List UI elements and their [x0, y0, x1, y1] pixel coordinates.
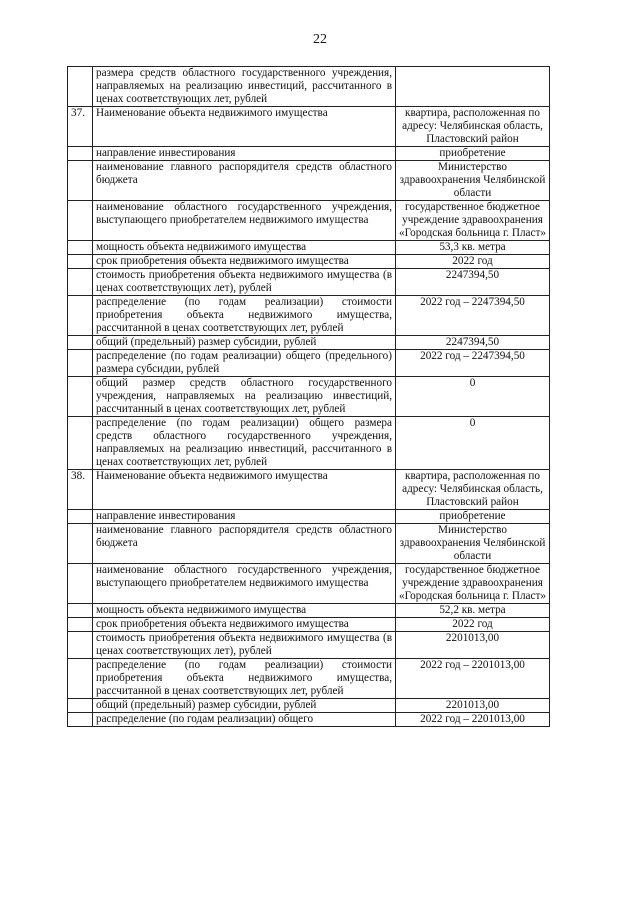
investment-objects-table [67, 66, 550, 727]
row-value-cell: 2022 год – 2247394,50 [396, 296, 550, 336]
row-value-cell: 2247394,50 [396, 269, 550, 296]
row-value-cell: Министерство здравоохранения Челябинской области [396, 524, 550, 564]
row-value-cell: 2022 год [396, 255, 550, 269]
row-label-cell: распределение (по годам реализации) стоимости приобретения объекта недвижимого имущества, рассчитанной в ценах соответствующих лет, рублей [93, 659, 396, 699]
row-label-cell: срок приобретения объекта недвижимого имущества [93, 255, 396, 269]
row-label-cell: наименование главного распорядителя средств областного бюджета [93, 524, 396, 564]
row-value-cell: 0 [396, 417, 550, 470]
row-value-cell: 2201013,00 [396, 632, 550, 659]
table-row [68, 377, 550, 417]
table-row [68, 67, 550, 107]
row-value-cell: 0 [396, 377, 550, 417]
row-value-cell [396, 67, 550, 107]
row-number-cell [68, 296, 93, 336]
row-number-cell [68, 713, 93, 727]
row-label-cell: наименование областного государственного учреждения, выступающего приобретателем недвижимого имущества [93, 564, 396, 604]
table-row [68, 269, 550, 296]
row-label-cell: распределение (по годам реализации) общего [93, 713, 396, 727]
row-number-cell [68, 161, 93, 201]
row-label-cell: Наименование объекта недвижимого имущества [93, 107, 396, 147]
table-row [68, 336, 550, 350]
row-number-cell: 38. [68, 470, 93, 510]
row-number-cell [68, 377, 93, 417]
page-number: 22 [313, 32, 327, 47]
row-label-cell: наименование областного государственного учреждения, выступающего приобретателем недвижимого имущества [93, 201, 396, 241]
row-label-cell: направление инвестирования [93, 147, 396, 161]
table-body [68, 67, 550, 727]
row-value-cell: 53,3 кв. метра [396, 241, 550, 255]
row-value-cell: 52,2 кв. метра [396, 604, 550, 618]
row-label-cell: распределение (по годам реализации) стоимости приобретения объекта недвижимого имущества, рассчитанной в ценах соответствующих лет, рублей [93, 296, 396, 336]
row-value-cell: 2247394,50 [396, 336, 550, 350]
table-row [68, 241, 550, 255]
row-number-cell [68, 510, 93, 524]
row-label-cell: стоимость приобретения объекта недвижимого имущества (в ценах соответствующих лет), рублей [93, 632, 396, 659]
row-value-cell: квартира, расположенная по адресу: Челябинская область, Пластовский район [396, 470, 550, 510]
row-label-cell: Наименование объекта недвижимого имущества [93, 470, 396, 510]
row-label-cell: общий размер средств областного государственного учреждения, направляемых на реализацию инвестиций, рассчитанный в ценах соответствующих лет, рублей [93, 377, 396, 417]
table-row [68, 255, 550, 269]
row-label-cell: общий (предельный) размер субсидии, рублей [93, 699, 396, 713]
table-row [68, 161, 550, 201]
row-number-cell [68, 336, 93, 350]
row-value-cell: Министерство здравоохранения Челябинской области [396, 161, 550, 201]
row-value-cell: 2022 год [396, 618, 550, 632]
row-number-cell [68, 632, 93, 659]
table-row [68, 524, 550, 564]
row-value-cell: 2022 год – 2201013,00 [396, 713, 550, 727]
table-row [68, 296, 550, 336]
row-label-cell: размера средств областного государственного учреждения, направляемых на реализацию инвестиций, рассчитанного в ценах соответствующих лет, рублей [93, 67, 396, 107]
row-label-cell: распределение (по годам реализации) общего (предельного) размера субсидии, рублей [93, 350, 396, 377]
row-value-cell: 2022 год – 2247394,50 [396, 350, 550, 377]
row-label-cell: общий (предельный) размер субсидии, рублей [93, 336, 396, 350]
table-row [68, 713, 550, 727]
table-row [68, 107, 550, 147]
row-value-cell: 2022 год – 2201013,00 [396, 659, 550, 699]
row-value-cell: приобретение [396, 147, 550, 161]
row-number-cell [68, 524, 93, 564]
row-number-cell [68, 417, 93, 470]
row-value-cell: государственное бюджетное учреждение здравоохранения «Городская больница г. Пласт» [396, 201, 550, 241]
row-number-cell [68, 699, 93, 713]
row-label-cell: стоимость приобретения объекта недвижимого имущества (в ценах соответствующих лет), рублей [93, 269, 396, 296]
row-value-cell: 2201013,00 [396, 699, 550, 713]
table-row [68, 699, 550, 713]
table-row [68, 632, 550, 659]
row-number-cell: 37. [68, 107, 93, 147]
row-number-cell [68, 659, 93, 699]
table-row [68, 510, 550, 524]
row-label-cell: распределение (по годам реализации) общего размера средств областного государственного учреждения, направляемых на реализацию инвестиций, рассчитанного в ценах соответствующих лет, рублей [93, 417, 396, 470]
row-number-cell [68, 564, 93, 604]
row-label-cell: мощность объекта недвижимого имущества [93, 604, 396, 618]
row-number-cell [68, 147, 93, 161]
row-number-cell [68, 241, 93, 255]
row-value-cell: квартира, расположенная по адресу: Челябинская область, Пластовский район [396, 107, 550, 147]
table-row [68, 417, 550, 470]
row-label-cell: срок приобретения объекта недвижимого имущества [93, 618, 396, 632]
row-label-cell: наименование главного распорядителя средств областного бюджета [93, 161, 396, 201]
table-row [68, 350, 550, 377]
row-label-cell: мощность объекта недвижимого имущества [93, 241, 396, 255]
row-number-cell [68, 67, 93, 107]
table-row [68, 618, 550, 632]
row-number-cell [68, 255, 93, 269]
row-value-cell: государственное бюджетное учреждение здравоохранения «Городская больница г. Пласт» [396, 564, 550, 604]
row-number-cell [68, 201, 93, 241]
row-number-cell [68, 269, 93, 296]
table-row [68, 147, 550, 161]
table-row [68, 201, 550, 241]
row-number-cell [68, 604, 93, 618]
row-number-cell [68, 350, 93, 377]
row-label-cell: направление инвестирования [93, 510, 396, 524]
table-row [68, 470, 550, 510]
row-number-cell [68, 618, 93, 632]
row-value-cell: приобретение [396, 510, 550, 524]
table-row [68, 604, 550, 618]
table-row [68, 564, 550, 604]
table-row [68, 659, 550, 699]
